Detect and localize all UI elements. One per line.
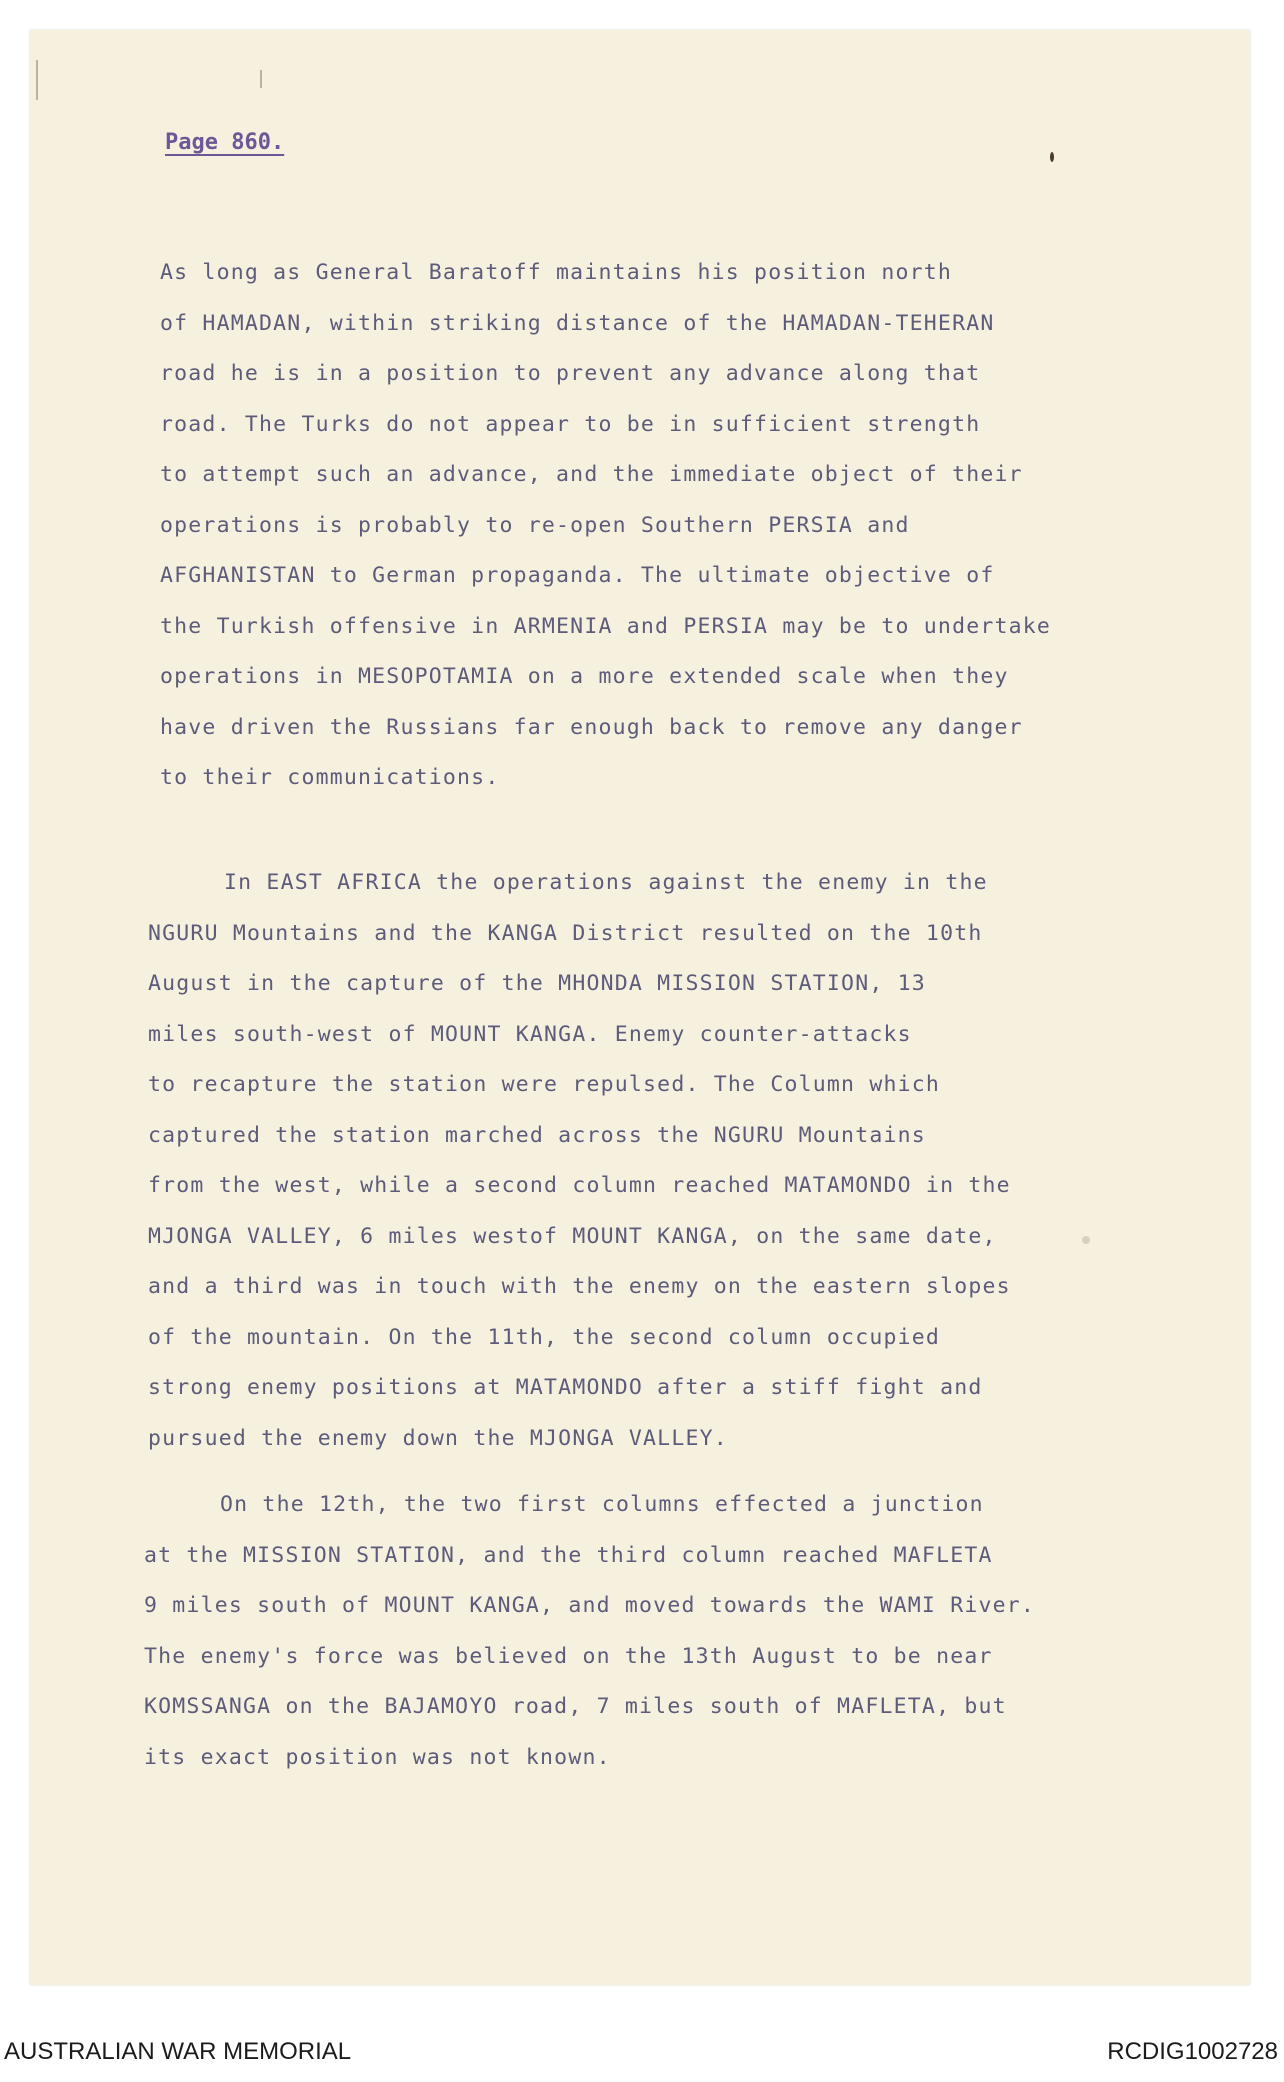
text-line: The enemy's force was believed on the 13th August to be near bbox=[144, 1643, 993, 1669]
text-line bbox=[144, 1480, 1035, 1531]
text-line: have driven the Russians far enough back to remove any danger bbox=[160, 714, 1023, 740]
text-line: 9 miles south of MOUNT KANGA, and moved towards the WAMI River. bbox=[144, 1593, 1036, 1618]
paragraph-east-africa bbox=[148, 858, 1011, 1464]
fold-mark-top bbox=[260, 70, 262, 88]
text-line: strong enemy positions at MATAMONDO after a stiff fight and bbox=[148, 1375, 983, 1400]
paragraph-mission-station bbox=[144, 1480, 1035, 1783]
text-line: to their communications. bbox=[160, 765, 500, 790]
text-line bbox=[148, 858, 1011, 909]
text-line: NGURU Mountains and the KANGA District resulted on the 10th bbox=[148, 920, 983, 946]
text-line: from the west, while a second column reached MATAMONDO in the bbox=[148, 1173, 1011, 1198]
text-line-content: On the 12th, the two first columns effected a junction bbox=[220, 1492, 984, 1517]
text-line: operations is probably to re-open Southern PERSIA and bbox=[160, 512, 910, 538]
text-line: to attempt such an advance, and the immediate object of their bbox=[160, 462, 1023, 487]
fold-mark-left bbox=[36, 60, 38, 100]
paragraph-baratoff-persia bbox=[160, 248, 1051, 804]
text-line: MJONGA VALLEY, 6 miles westof MOUNT KANGA, on the same date, bbox=[148, 1223, 997, 1249]
text-line: pursued the enemy down the MJONGA VALLEY. bbox=[148, 1425, 728, 1451]
text-line: August in the capture of the MHONDA MISSION STATION, 13 bbox=[148, 971, 926, 996]
text-line: at the MISSION STATION, and the third column reached MAFLETA bbox=[144, 1542, 993, 1568]
archive-caption-bar bbox=[0, 2032, 1284, 2072]
text-line: its exact position was not known. bbox=[144, 1744, 611, 1770]
text-line: road. The Turks do not appear to be in sufficient strength bbox=[160, 411, 981, 437]
institution-label: AUSTRALIAN WAR MEMORIAL bbox=[4, 2038, 352, 2065]
text-line: KOMSSANGA on the BAJAMOYO road, 7 miles south of MAFLETA, but bbox=[144, 1694, 1007, 1719]
text-line: As long as General Baratoff maintains his position north bbox=[160, 260, 953, 285]
ink-speck-small bbox=[1082, 1236, 1090, 1244]
text-line: of the mountain. On the 11th, the second column occupied bbox=[148, 1324, 941, 1350]
text-line: and a third was in touch with the enemy on the eastern slopes bbox=[148, 1274, 1011, 1299]
text-line: AFGHANISTAN to German propaganda. The ultimate objective of bbox=[160, 563, 995, 588]
page-heading: Page 860. bbox=[165, 130, 285, 155]
text-line: captured the station marched across the NGURU Mountains bbox=[148, 1122, 926, 1148]
text-line: to recapture the station were repulsed. The Column which bbox=[148, 1072, 941, 1097]
text-line: of HAMADAN, within striking distance of the HAMADAN-TEHERAN bbox=[160, 310, 995, 336]
record-id-label: RCDIG1002728 bbox=[1107, 2038, 1278, 2065]
text-line: operations in MESOPOTAMIA on a more extended scale when they bbox=[160, 664, 1009, 689]
ink-speck bbox=[1050, 152, 1054, 162]
text-line: the Turkish offensive in ARMENIA and PERSIA may be to undertake bbox=[160, 613, 1052, 639]
text-line-content: In EAST AFRICA the operations against the enemy in the bbox=[224, 870, 988, 895]
document-sheet bbox=[30, 30, 1250, 1985]
text-line: miles south-west of MOUNT KANGA. Enemy counter-attacks bbox=[148, 1021, 912, 1047]
text-line: road he is in a position to prevent any advance along that bbox=[160, 361, 981, 386]
